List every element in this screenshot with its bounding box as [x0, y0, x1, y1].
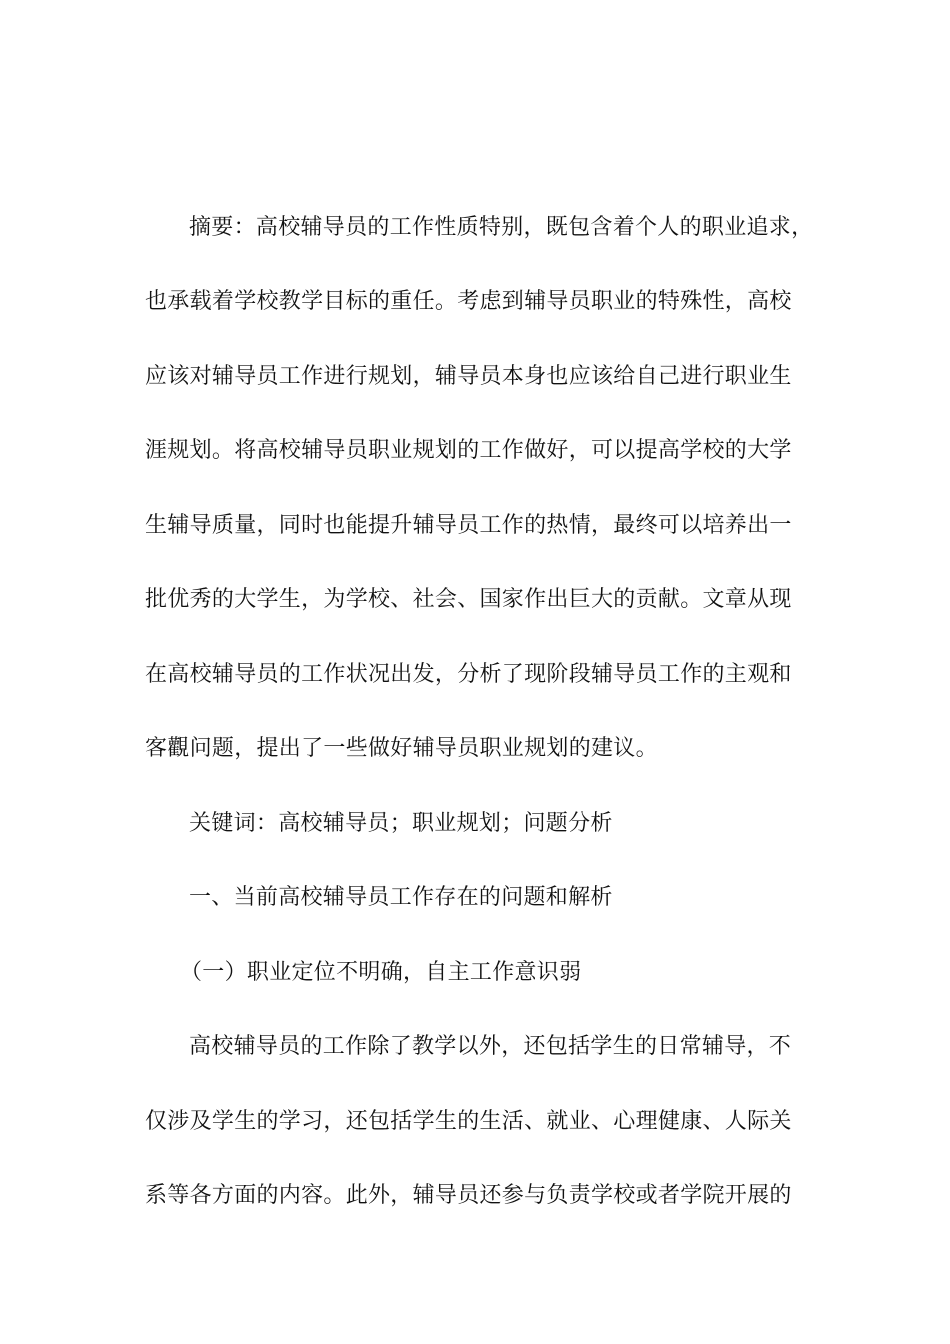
abstract-line-3: 应该对辅导员工作进行规划，辅导员本身也应该给自己进行职业生 [145, 364, 792, 389]
body-line-2: 仅涉及学生的学习，还包括学生的生活、就业、心理健康、人际关 [145, 1109, 792, 1134]
abstract-line-5: 生辅导质量，同时也能提升辅导员工作的热情，最终可以培养出一 [145, 513, 792, 538]
body-line-3: 系等各方面的内容。此外，辅导员还参与负责学校或者学院开展的 [145, 1183, 792, 1208]
section-heading: 一、当前高校辅导员工作存在的问题和解析 [189, 885, 613, 910]
abstract-line-4: 涯规划。将高校辅导员职业规划的工作做好，可以提高学校的大学 [145, 438, 792, 463]
keywords-line: 关键词：高校辅导员；职业规划；问题分析 [189, 811, 613, 836]
abstract-line-1: 摘要：高校辅导员的工作性质特别，既包含着个人的职业追求， [189, 215, 814, 240]
abstract-line-8: 客觀问题，提出了一些做好辅导员职业规划的建议。 [145, 736, 658, 761]
abstract-line-2: 也承载着学校教学目标的重任。考虑到辅导员职业的特殊性，高校 [145, 289, 792, 314]
subsection-heading: （一）职业定位不明确，自主工作意识弱 [180, 960, 582, 985]
body-line-1: 高校辅导员的工作除了教学以外，还包括学生的日常辅导，不 [189, 1034, 792, 1059]
abstract-line-7: 在高校辅导员的工作状况出发，分析了现阶段辅导员工作的主观和 [145, 662, 792, 687]
abstract-line-6: 批优秀的大学生，为学校、社会、国家作出巨大的贡献。文章从现 [145, 587, 792, 612]
